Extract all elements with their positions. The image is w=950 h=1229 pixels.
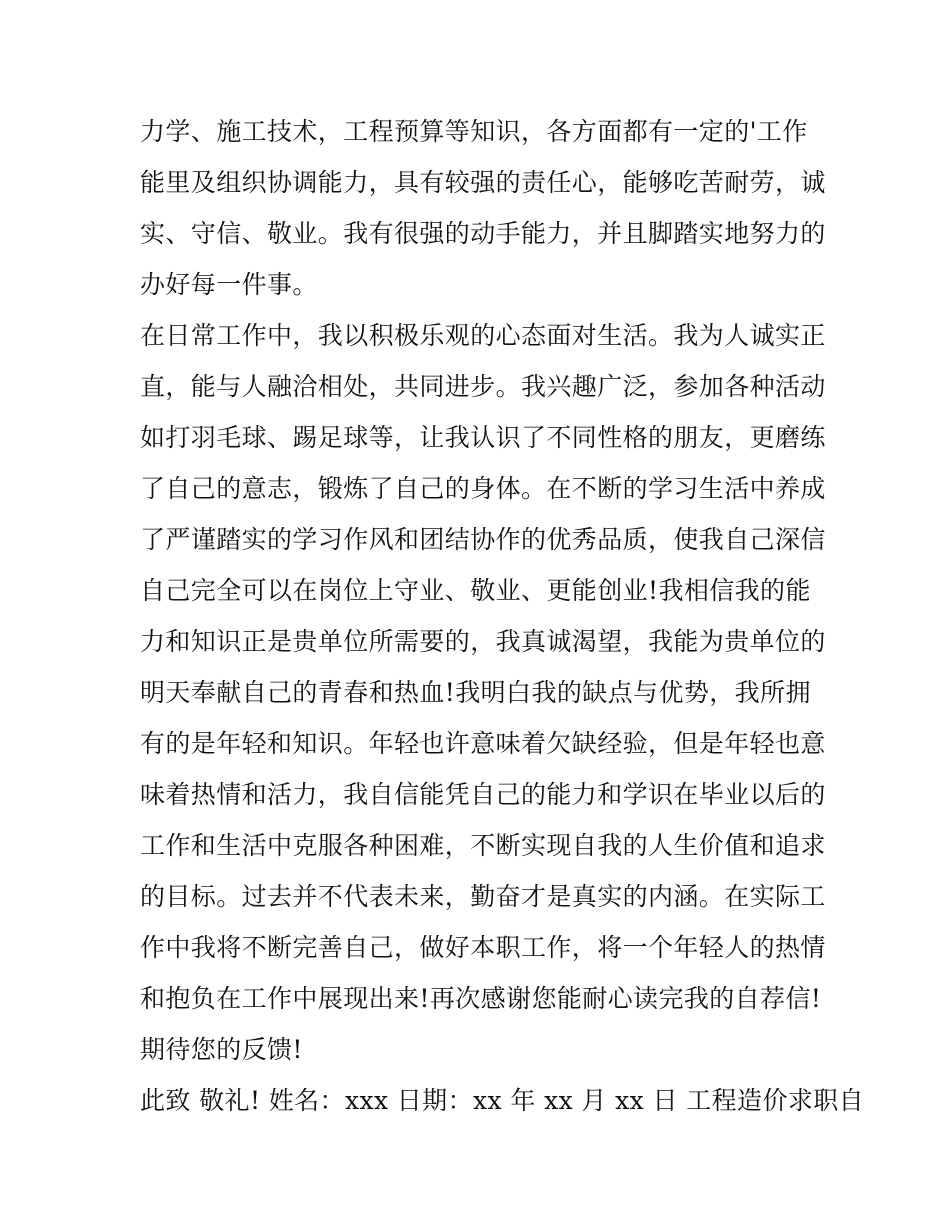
text-line-14: 味着热情和活力，我自信能凭自己的能力和学识在毕业以后的 — [140, 780, 826, 809]
text-line-10: 自己完全可以在岗位上守业、敬业、更能创业!我相信我的能 — [140, 576, 811, 605]
text-line-18: 和抱负在工作中展现出来!再次感谢您能耐心读完我的自荐信! — [140, 984, 822, 1013]
text-line-4: 办好每一件事。 — [140, 270, 318, 299]
text-line-2: 能里及组织协调能力，具有较强的责任心，能够吃苦耐劳，诚 — [140, 168, 826, 197]
text-line-7: 如打羽毛球、踢足球等，让我认识了不同性格的朋友，更磨练 — [140, 423, 826, 452]
text-line-17: 作中我将不断完善自己，做好本职工作，将一个年轻人的热情 — [140, 933, 826, 962]
text-line-8: 了自己的意志，锻炼了自己的身体。在不断的学习生活中养成 — [140, 474, 826, 503]
text-line-16: 的目标。过去并不代表未来，勤奋才是真实的内涵。在实际工 — [140, 882, 826, 911]
text-line-3: 实、守信、敬业。我有很强的动手能力，并且脚踏实地努力的 — [140, 219, 826, 248]
text-line-19: 期待您的反馈! — [140, 1035, 303, 1064]
text-line-20: 此致 敬礼! 姓名：xxx 日期：xx 年 xx 月 xx 日 工程造价求职自 — [140, 1086, 865, 1115]
text-line-5: 在日常工作中，我以积极乐观的心态面对生活。我为人诚实正 — [140, 321, 826, 350]
text-line-13: 有的是年轻和知识。年轻也许意味着欠缺经验，但是年轻也意 — [140, 729, 826, 758]
text-line-9: 了严谨踏实的学习作风和团结协作的优秀品质，使我自己深信 — [140, 525, 826, 554]
text-line-11: 力和知识正是贵单位所需要的，我真诚渴望，我能为贵单位的 — [140, 627, 826, 656]
text-line-15: 工作和生活中克服各种困难，不断实现自我的人生价值和追求 — [140, 831, 826, 860]
letter-body — [140, 106, 865, 1126]
text-line-1: 力学、施工技术，工程预算等知识，各方面都有一定的'工作 — [140, 117, 808, 146]
text-line-12: 明天奉献自己的青春和热血!我明白我的缺点与优势，我所拥 — [140, 678, 811, 707]
text-line-6: 直，能与人融洽相处，共同进步。我兴趣广泛，参加各种活动 — [140, 372, 826, 401]
